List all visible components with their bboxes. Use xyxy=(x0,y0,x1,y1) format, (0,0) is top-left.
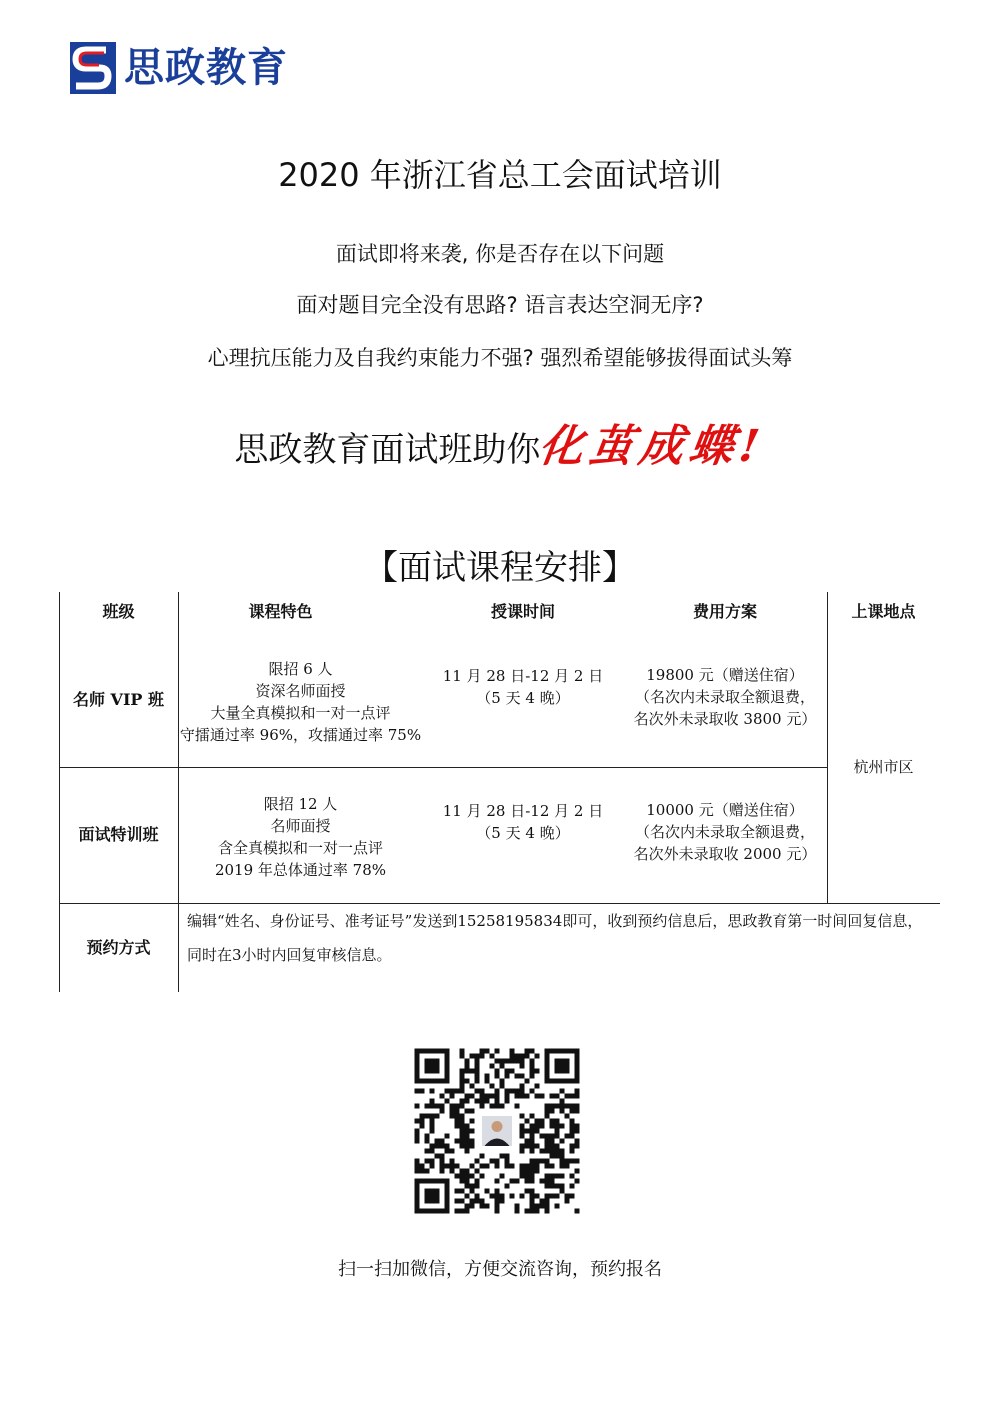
brand-s-icon xyxy=(70,42,116,94)
fee-line: （名次内未录取全额退费， xyxy=(634,823,815,841)
header-features: 课程特色 xyxy=(248,602,313,621)
time-line: （5 天 4 晚） xyxy=(476,824,570,842)
booking-label: 预约方式 xyxy=(86,937,151,957)
time-line: 11 月 28 日-12 月 2 日 xyxy=(442,667,604,685)
row-vip-fee xyxy=(623,647,827,747)
row-vip-class: 名师 VIP 班 xyxy=(72,689,165,709)
header-class: 班级 xyxy=(102,602,135,621)
feature-line: 名师面授 xyxy=(270,817,331,835)
brand-name: 思政教育 xyxy=(124,45,288,91)
header-time: 授课时间 xyxy=(490,602,555,621)
wechat-qr-code[interactable] xyxy=(414,1048,580,1214)
time-line: （5 天 4 晚） xyxy=(476,689,570,707)
feature-line: 含全真模拟和一对一点评 xyxy=(217,839,383,857)
course-table xyxy=(59,592,940,992)
location: 杭州市区 xyxy=(853,758,914,776)
page-title: 2020 年浙江省总工会面试培训 xyxy=(278,156,722,194)
intro-line-3: 心理抗压能力及自我约束能力不强? 强烈希望能够拔得面试头筹 xyxy=(207,346,793,370)
row-vip-time xyxy=(423,647,623,727)
slogan-highlight: 化茧成蝶! xyxy=(536,421,769,472)
feature-line: 大量全真模拟和一对一点评 xyxy=(210,704,391,722)
row-special-class: 面试特训班 xyxy=(78,825,159,844)
row-special-fee xyxy=(623,782,827,882)
slogan-prefix: 思政教育面试班助你 xyxy=(234,430,541,470)
row-special-time xyxy=(423,782,623,862)
feature-line: 限招 6 人 xyxy=(268,660,333,678)
row-special-features xyxy=(178,782,423,892)
qr-caption: 扫一扫加微信，方便交流咨询，预约报名 xyxy=(338,1259,662,1280)
feature-line: 守擂通过率 96%，攻擂通过率 75% xyxy=(179,726,422,744)
section-title: 【面试课程安排】 xyxy=(364,548,636,588)
fee-line: 名次外未录取收 2000 元） xyxy=(633,845,817,863)
time-line: 11 月 28 日-12 月 2 日 xyxy=(442,802,604,820)
feature-line: 资深名师面授 xyxy=(255,682,346,700)
fee-line: 名次外未录取收 3800 元） xyxy=(633,710,817,728)
header-location: 上课地点 xyxy=(851,602,916,621)
slogan xyxy=(0,410,1000,474)
qr-code-icon xyxy=(414,1048,580,1214)
fee-line: 19800 元（赠送住宿） xyxy=(646,666,804,684)
header-fee: 费用方案 xyxy=(692,602,757,621)
feature-line: 2019 年总体通过率 78% xyxy=(214,861,387,879)
intro-line-2: 面对题目完全没有思路? 语言表达空洞无序? xyxy=(296,293,704,317)
booking-text: 编辑“姓名、身份证号、准考证号”发送到15258195834即可，收到预约信息后，思政教育第一时间回复信息，同时在3小时内回复审核信息。 xyxy=(187,912,923,964)
brand-logo xyxy=(70,42,288,94)
fee-line: 10000 元（赠送住宿） xyxy=(646,801,804,819)
row-vip-features xyxy=(178,647,423,757)
intro-line-1: 面试即将来袭, 你是否存在以下问题 xyxy=(335,242,665,266)
feature-line: 限招 12 人 xyxy=(263,795,338,813)
fee-line: （名次内未录取全额退费， xyxy=(634,688,815,706)
